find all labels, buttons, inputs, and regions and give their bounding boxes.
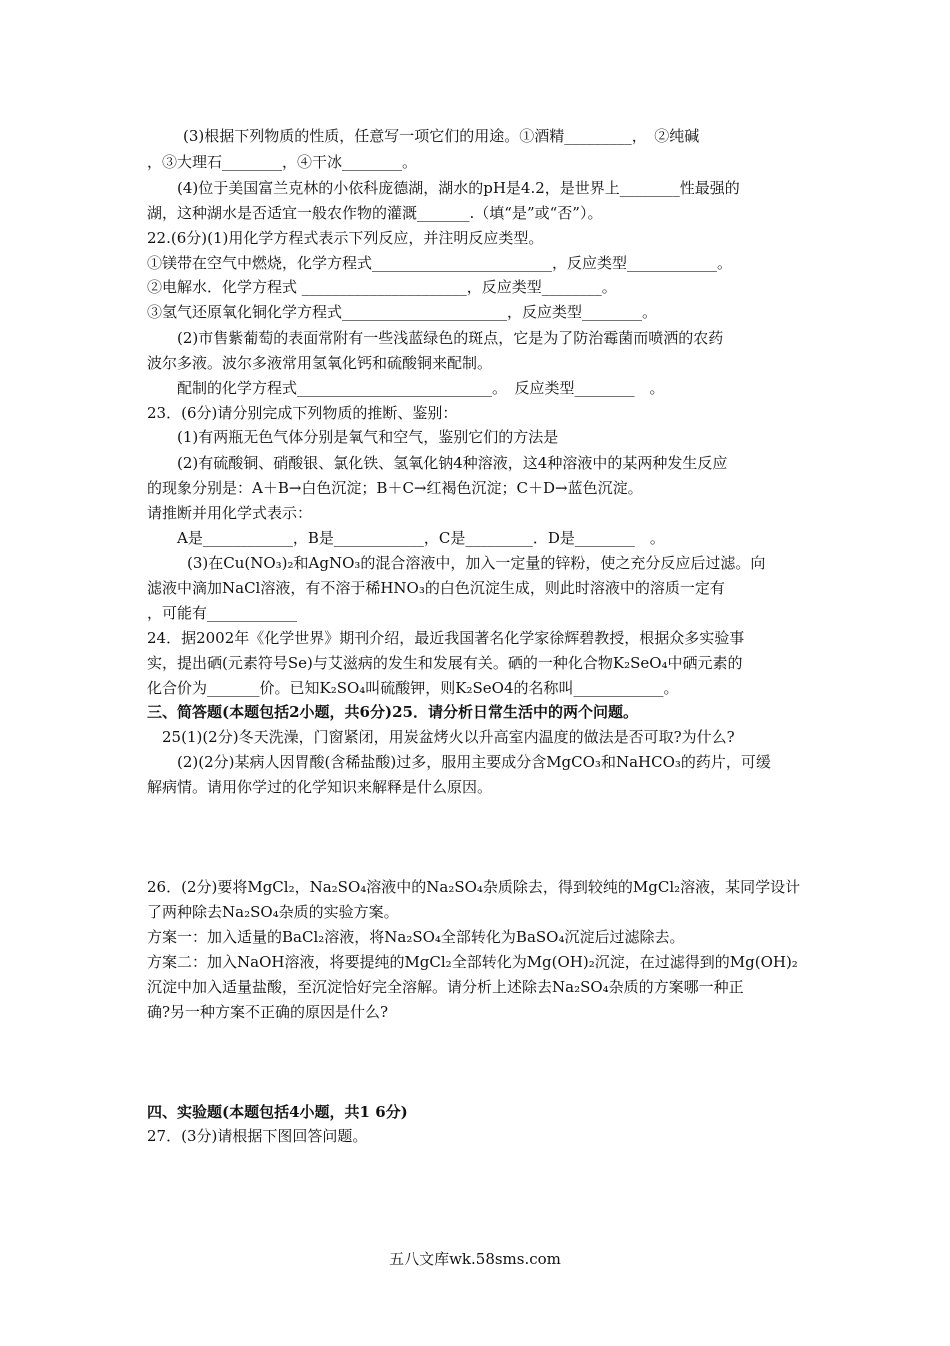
text-line-q26-plan1: 方案一：加入适量的BaCl₂溶液，将Na₂SO₄全部转化为BaSO₄沉淀后过滤除去。 bbox=[147, 928, 685, 946]
text-line-q23-3a: (3)在Cu(NO₃)₂和AgNO₃的混合溶液中，加入一定量的锌粉，使之充分反应后过滤。向 bbox=[187, 554, 766, 572]
text-line-q24-a: 24．据2002年《化学世界》期刊介绍，最近我国著名化学家徐辉碧教授，根据众多实验事 bbox=[147, 629, 745, 647]
text-line-q22-title: 22.(6分)(1)用化学方程式表示下列反应，并注明反应类型。 bbox=[147, 229, 544, 247]
text-line-q23-1: (1)有两瓶无色气体分别是氧气和空气，鉴别它们的方法是 bbox=[177, 428, 559, 446]
text-line-q22-1: ①镁带在空气中燃烧，化学方程式________________________，反应类型____________。 bbox=[147, 254, 733, 272]
text-line-q23-2b: 的现象分别是：A＋B→白色沉淀；B＋C→红褐色沉淀；C＋D→蓝色沉淀。 bbox=[147, 479, 643, 497]
text-line-q22-2a: (2)市售紫葡萄的表面常附有一些浅蓝绿色的斑点，它是为了防治霉菌而喷洒的农药 bbox=[177, 329, 724, 347]
text-line-q21-3b: ，③大理石________，④干冰________。 bbox=[147, 153, 418, 171]
text-line-q27: 27．(3分)请根据下图回答问题。 bbox=[147, 1127, 368, 1145]
text-line-q24-c: 化合价为_______价。已知K₂SO₄叫硫酸钾，则K₂SeO4的名称叫____________。 bbox=[147, 679, 679, 697]
text-line-q26-plan2c: 确?另一种方案不正确的原因是什么? bbox=[147, 1003, 389, 1021]
text-line-q26-b: 了两种除去Na₂SO₄杂质的实验方案。 bbox=[147, 903, 399, 921]
text-line-q24-b: 实，提出硒(元素符号Se)与艾滋病的发生和发展有关。硒的一种化合物K₂SeO₄中硒元素的 bbox=[147, 654, 743, 672]
text-line-q23-title: 23．(6分)请分别完成下列物质的推断、鉴别： bbox=[147, 404, 458, 422]
text-line-q26-plan2a: 方案二：加入NaOH溶液，将要提纯的MgCl₂全部转化为Mg(OH)₂沉淀，在过滤得到的Mg(OH)₂ bbox=[147, 953, 798, 971]
text-line-q22-3: ③氢气还原氧化铜化学方程式______________________，反应类型________。 bbox=[147, 303, 658, 321]
text-line-q22-2c: 配制的化学方程式__________________________。 反应类型________ 。 bbox=[177, 379, 665, 397]
section-heading-3: 三、简答题(本题包括2小题，共6分)25．请分析日常生活中的两个问题。 bbox=[147, 703, 638, 721]
text-line-q21-4b: 湖，这种湖水是否适宜一般农作物的灌溉_______.（填“是”或“否”）。 bbox=[147, 204, 603, 222]
text-line-q23-3c: ，可能有____________ bbox=[147, 604, 298, 622]
text-line-q25-1: 25(1)(2分)冬天洗澡，门窗紧闭，用炭盆烤火以升高室内温度的做法是否可取?为什么? bbox=[162, 728, 735, 746]
text-line-q21-3a: (3)根据下列物质的性质，任意写一项它们的用途。①酒精_________， ②纯碱 bbox=[183, 127, 700, 145]
text-line-q22-2: ②电解水．化学方程式 ______________________，反应类型________。 bbox=[147, 278, 617, 296]
text-line-q23-2c: 请推断并用化学式表示： bbox=[147, 504, 313, 522]
section-heading-4: 四、实验题(本题包括4小题，共1 6分) bbox=[147, 1103, 408, 1121]
text-line-q26-plan2b: 沉淀中加入适量盐酸，至沉淀恰好完全溶解。请分析上述除去Na₂SO₄杂质的方案哪一种正 bbox=[147, 978, 744, 996]
page-footer: 五八文库wk.58sms.com bbox=[389, 1250, 561, 1268]
text-line-q21-4a: (4)位于美国富兰克林的小依科庞德湖，湖水的pH是4.2，是世界上________性最强的 bbox=[177, 179, 740, 197]
text-line-q23-2d: A是____________，B是____________，C是_________．D是________ 。 bbox=[177, 529, 665, 547]
text-line-q23-2a: (2)有硫酸铜、硝酸银、氯化铁、氢氧化钠4种溶液，这4种溶液中的某两种发生反应 bbox=[177, 454, 728, 472]
text-line-q22-2b: 波尔多液。波尔多液常用氢氧化钙和硫酸铜来配制。 bbox=[147, 354, 493, 372]
text-line-q26-a: 26．(2分)要将MgCl₂，Na₂SO₄溶液中的Na₂SO₄杂质除去，得到较纯的MgCl₂溶液，某同学设计 bbox=[147, 878, 801, 896]
text-line-q23-3b: 滤液中滴加NaCl溶液，有不溶于稀HNO₃的白色沉淀生成，则此时溶液中的溶质一定有 bbox=[147, 579, 725, 597]
text-line-q25-2b: 解病情。请用你学过的化学知识来解释是什么原因。 bbox=[147, 778, 493, 796]
text-line-q25-2a: (2)(2分)某病人因胃酸(含稀盐酸)过多，服用主要成分含MgCO₃和NaHCO₃的药片，可缓 bbox=[177, 753, 771, 771]
